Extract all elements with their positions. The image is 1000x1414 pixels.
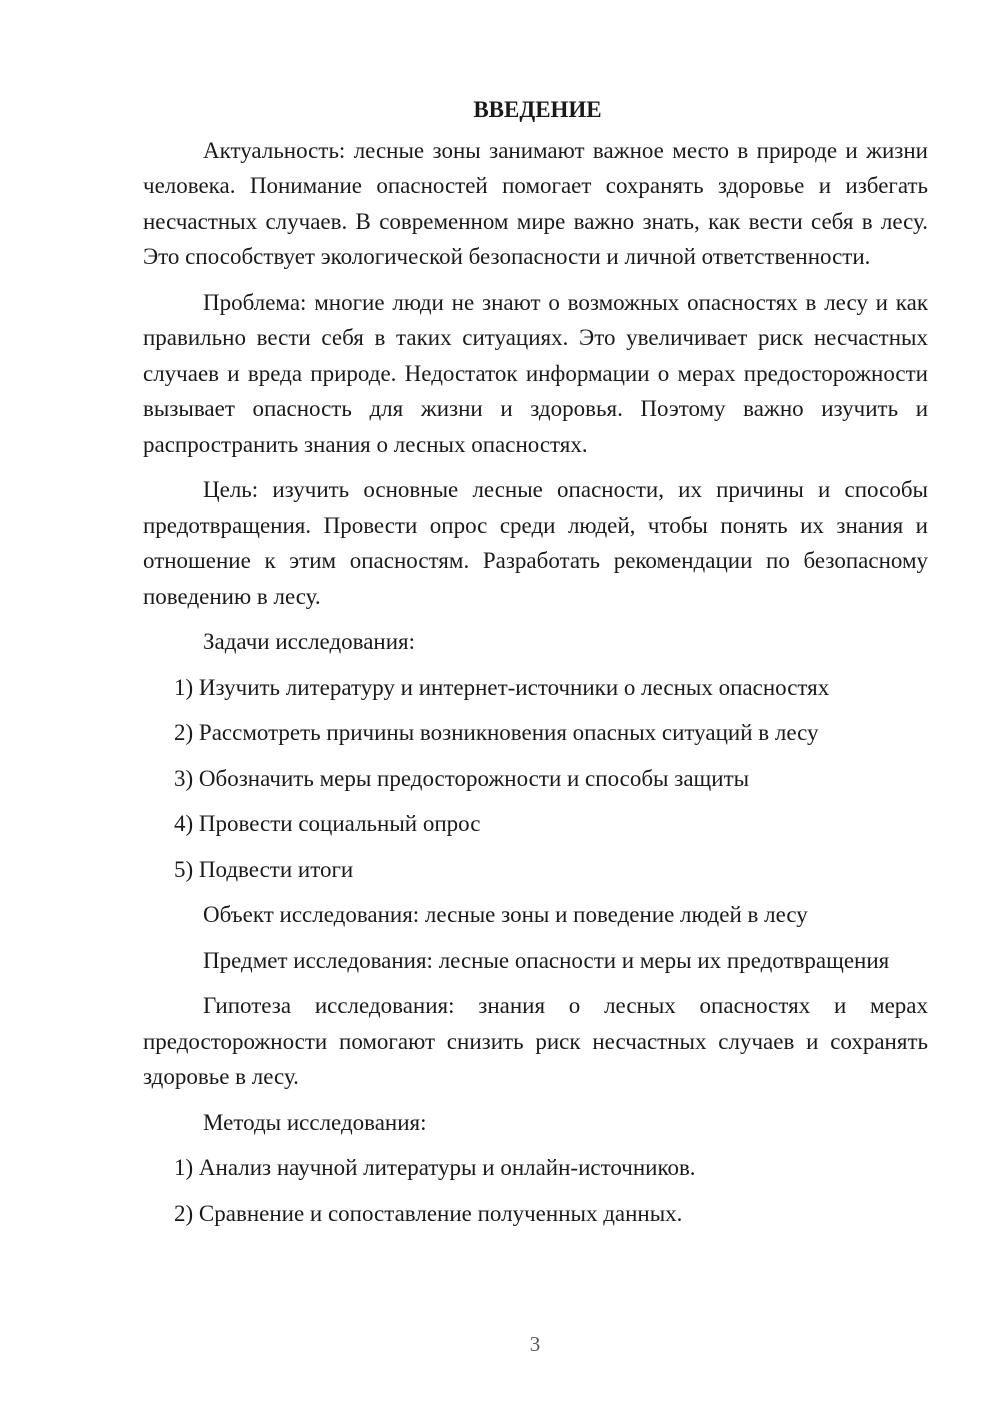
subject-paragraph: Предмет исследования: лесные опасности и меры их предотвращения: [203, 947, 890, 973]
list-item: 2) Сравнение и сопоставление полученных данных.: [174, 1200, 683, 1226]
relevance-paragraph: Актуальность: лесные зоны занимают важное место в природе и жизни человека. Понимание опасностей помогает сохранять здоровье и избегать несчастных случаев. В современном мире важно знать, как вести себя в лесу. Это способствует экологической безопасности и личной ответственности.: [143, 137, 928, 269]
list-item: 4) Провести социальный опрос: [174, 811, 481, 836]
list-item: 2) Рассмотреть причины возникновения опасных ситуаций в лесу: [174, 720, 819, 745]
hypothesis-paragraph: Гипотеза исследования: знания о лесных опасностях и мерах предосторожности помогают снизить риск несчастных случаев и сохранять здоровье в лесу.: [143, 993, 928, 1089]
list-item: 1) Изучить литературу и интернет-источники о лесных опасностях: [174, 674, 830, 700]
list-item: 5) Подвести итоги: [174, 856, 354, 882]
tasks-heading: Задачи исследования:: [203, 629, 416, 654]
problem-paragraph: Проблема: многие люди не знают о возможных опасностях в лесу и как правильно вести себя в таких ситуациях. Это увеличивает риск несчастных случаев и вреда природе. Недостаток информации о мерах предосторожности вызывает опасность для жизни и здоровья. Поэтому важно изучить и распространить знания о лесных опасностях.: [143, 289, 928, 457]
list-item: 1) Анализ научной литературы и онлайн-источников.: [174, 1155, 696, 1180]
page-number: 3: [529, 1332, 541, 1356]
page-content: [143, 92, 928, 1241]
methods-list: [143, 1150, 928, 1231]
page-title: ВВЕДЕНИЕ: [473, 97, 602, 122]
object-paragraph: Объект исследования: лесные зоны и поведение людей в лесу: [203, 902, 808, 927]
methods-heading: Методы исследования:: [203, 1109, 427, 1135]
list-item: 3) Обозначить меры предосторожности и способы защиты: [174, 765, 750, 791]
goal-paragraph: Цель: изучить основные лесные опасности, их причины и способы предотвращения. Провести опрос среди людей, чтобы понять их знания и отношение к этим опасностям. Разработать рекомендации по безопасному поведению в лесу.: [143, 477, 928, 609]
tasks-list: [143, 670, 928, 888]
